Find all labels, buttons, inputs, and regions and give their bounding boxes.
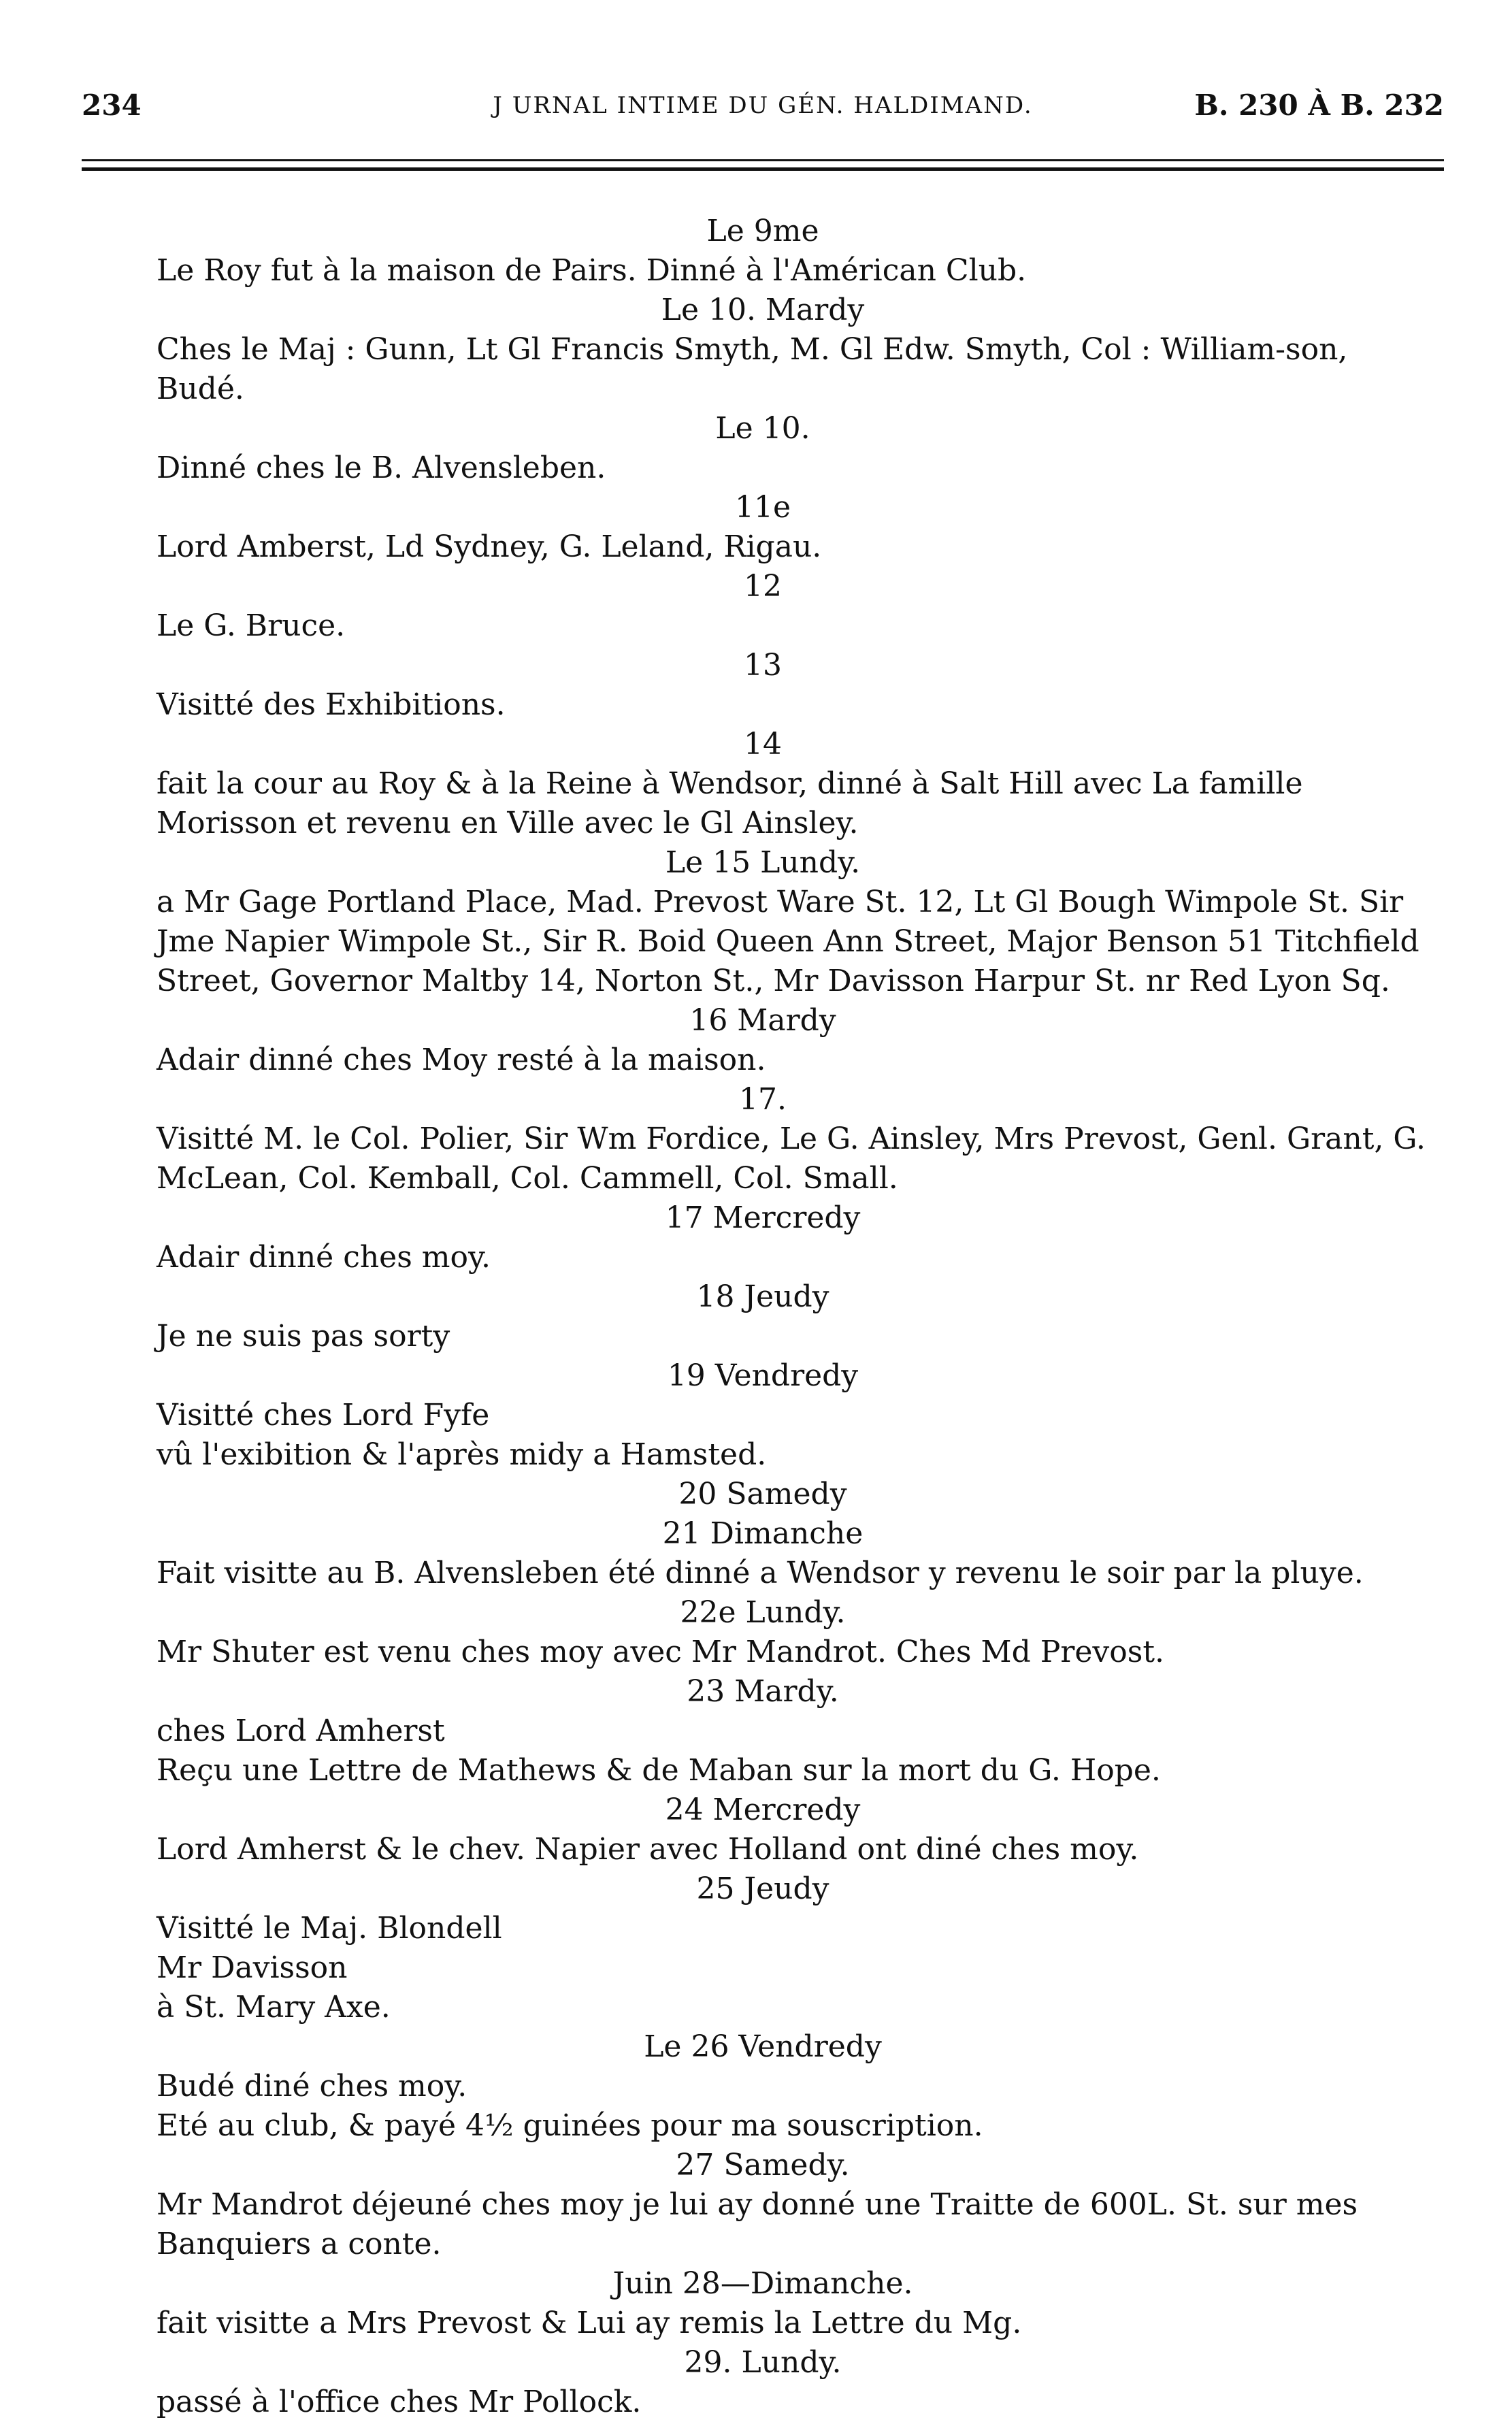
entry-text: Visitté des Exhibitions. [157,687,506,722]
entry-text: Mr Shuter est venu ches moy avec Mr Mandrot. Ches Md Prevost. [157,1635,1165,1669]
entry-date: 29. Lundy. [684,2345,842,2380]
entry-text: vû l'exibition & l'après midy a Hamsted. [157,1437,767,1472]
journal-entry [82,567,1444,646]
entry-date: Le 10. Mardy [661,293,865,327]
entry-date: 18 Jeudy [696,1279,829,1314]
entry-date: 22e Lundy. [680,1595,846,1630]
entry-date: 21 Dimanche [662,1516,864,1551]
entry-date: 13 [744,648,782,683]
entry-text: à St. Mary Axe. [157,1990,391,2025]
entry-text: fait la cour au Roy & à la Reine à Wendsor, dinné à Salt Hill avec La famille Morisson et revenu en Ville avec le Gl Ainsley. [157,766,1303,840]
entry-text: Visitté le Maj. Blondell [157,1911,502,1946]
entry-text: passé à l'office ches Mr Pollock. [157,2385,642,2419]
journal-entry [82,1790,1444,1869]
entry-text: Adair dinné ches Moy resté à la maison. [157,1043,766,1077]
entry-date: Le 9me [706,214,819,248]
entry-date: 23 Mardy. [687,1674,839,1709]
entry-text: Reçu une Lettre de Mathews & de Maban sur la mort du G. Hope. [157,1753,1161,1788]
entry-date: 17 Mercredy [665,1200,861,1235]
journal-entry [82,1001,1444,1080]
journal-entry [82,843,1444,1001]
entry-date: 12 [744,569,782,604]
entry-text: Budé diné ches moy. [157,2069,467,2104]
entry-text: Mr Mandrot déjeuné ches moy je lui ay donné une Traitte de 600L. St. sur mes Banquiers a conte. [157,2187,1358,2261]
entry-text: Eté au club, & payé 4½ guinées pour ma souscription. [157,2108,983,2143]
journal-entry [82,409,1444,488]
entry-text: ches Lord Amherst [157,1714,445,1748]
entry-text: Ches le Maj : Gunn, Lt Gl Francis Smyth, M. Gl Edw. Smyth, Col : William-son, Budé. [157,332,1348,406]
journal-entry [82,1593,1444,1672]
entry-text: Adair dinné ches moy. [157,1240,491,1275]
entry-text: Visitté ches Lord Fyfe [157,1398,490,1433]
entry-date: 16 Mardy [689,1003,836,1038]
page-header [82,82,1444,129]
entry-text: fait visitte a Mrs Prevost & Lui ay remis la Lettre du Mg. [157,2306,1022,2340]
entry-text: Lord Amherst & le chev. Napier avec Holland ont diné ches moy. [157,1832,1139,1867]
entry-date: 25 Jeudy [696,1871,829,1906]
journal-entry [82,1514,1444,1593]
entry-text: Mr Davisson [157,1950,348,1985]
entry-text: Le Roy fut à la maison de Pairs. Dinné à l'Américan Club. [157,253,1027,288]
entry-date: 24 Mercredy [665,1793,861,1827]
entry-date: 19 Vendredy [667,1358,859,1393]
page-range: B. 230 À B. 232 [1194,88,1444,122]
entry-date: 17. [739,1082,787,1117]
journal-entry [82,1475,1444,1514]
journal-entry [82,2027,1444,2146]
entry-date: Le 15 Lundy. [665,845,861,880]
entry-text: Fait visitte au B. Alvensleben été dinné a Wendsor y revenu le soir par la pluye. [157,1556,1364,1590]
entry-date: Le 26 Vendredy [644,2029,882,2064]
journal-entry [82,1672,1444,1790]
entry-text: Visitté M. le Col. Polier, Sir Wm Fordice, Le G. Ainsley, Mrs Prevost, Genl. Grant, G. McLean, Col. Kemball, Col. Cammell, Col. Small. [157,1122,1426,1196]
journal-entry [82,291,1444,409]
entry-date: Juin 28—Dimanche. [612,2266,913,2301]
entry-date: Le 10. [715,411,810,446]
journal-entry [82,2146,1444,2264]
journal-entry [82,1080,1444,1198]
entry-text: Lord Amberst, Ld Sydney, G. Leland, Rigau. [157,529,822,564]
journal-entry [82,1198,1444,1277]
journal-entry [82,646,1444,725]
entry-date: 14 [744,727,782,762]
journal-entry [82,1869,1444,2027]
header-rule [82,159,1444,171]
entry-text: a Mr Gage Portland Place, Mad. Prevost Ware St. 12, Lt Gl Bough Wimpole St. Sir Jme Napier Wimpole St., Sir R. Boid Queen Ann Street, Major Benson 51 Titchfield Street, Governor Maltby 14, Norton St., Mr Davisson Harpur St. nr Red Lyon Sq. [157,885,1419,998]
journal-entry [82,212,1444,291]
journal-entry [82,2264,1444,2343]
entry-text: Je ne suis pas sorty [157,1319,450,1354]
journal-entry [82,2343,1444,2422]
journal-entry [82,1356,1444,1475]
entry-date: 11e [734,490,791,525]
running-title: J URNAL INTIME DU GÉN. HALDIMAND. [493,92,1033,119]
journal-entry [82,725,1444,843]
entry-text: Dinné ches le B. Alvensleben. [157,451,606,485]
journal-entry [82,1277,1444,1356]
entry-date: 27 Samedy. [676,2148,850,2182]
entry-date: 20 Samedy [678,1477,847,1511]
page-number: 234 [82,88,142,122]
entry-text: Le G. Bruce. [157,608,346,643]
journal-entries [82,212,1444,2422]
journal-entry [82,488,1444,567]
